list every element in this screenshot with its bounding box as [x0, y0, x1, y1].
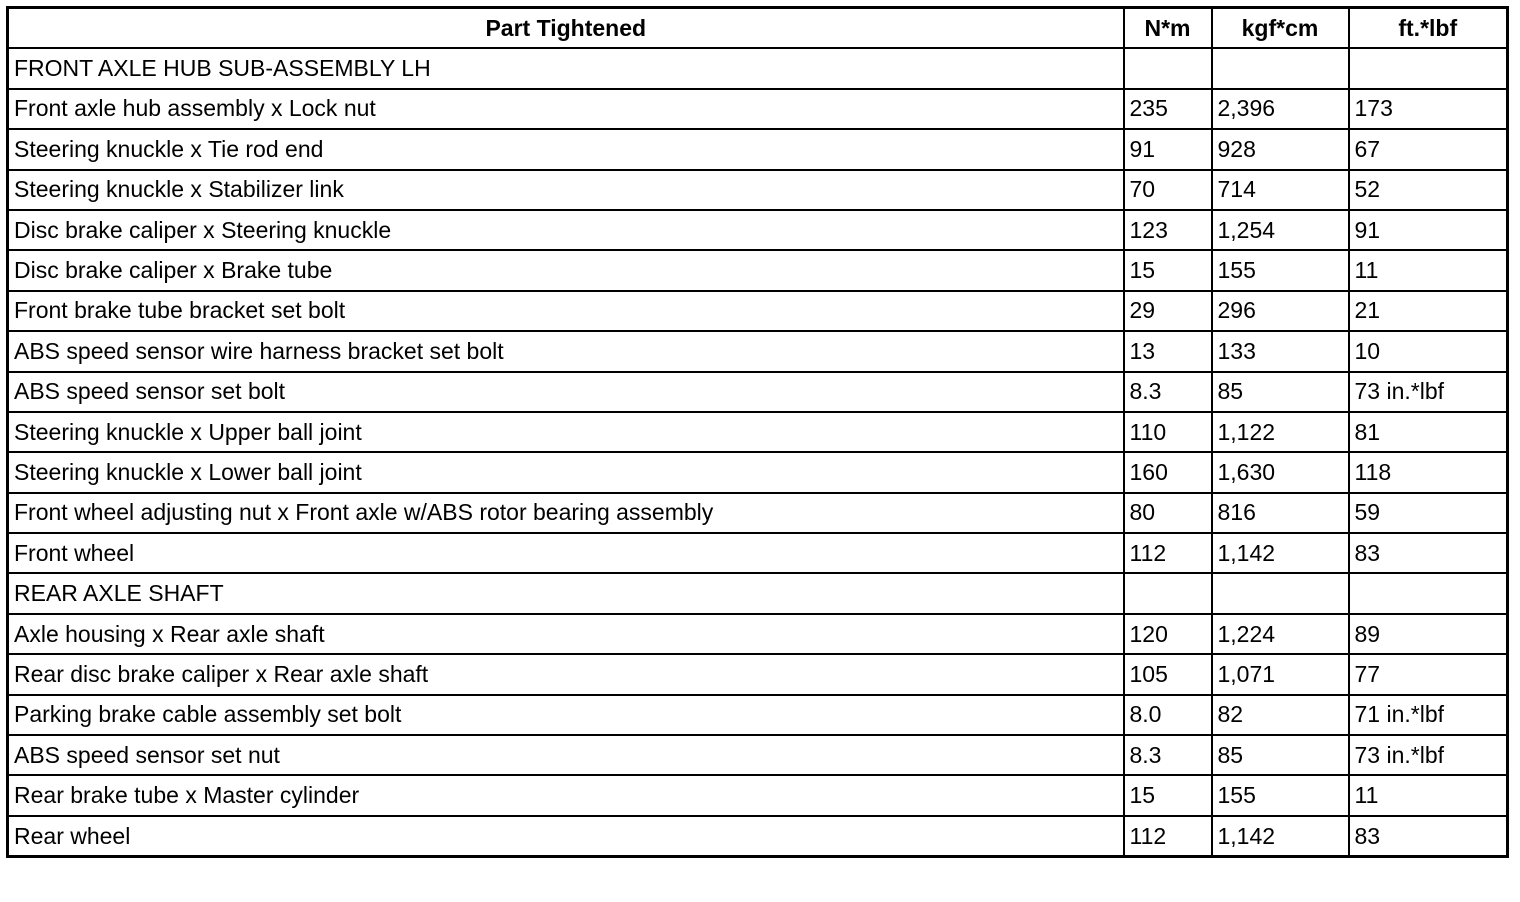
part-cell: Steering knuckle x Tie rod end [8, 129, 1124, 169]
kgf-cm-cell: 2,396 [1212, 89, 1349, 129]
table-row [8, 129, 1508, 169]
ft-lbf-cell: 173 [1349, 89, 1508, 129]
table-row [8, 735, 1508, 775]
kgf-cm-cell [1212, 48, 1349, 88]
ft-lbf-cell: 83 [1349, 816, 1508, 857]
part-cell: Rear disc brake caliper x Rear axle shaft [8, 654, 1124, 694]
kgf-cm-cell: 1,224 [1212, 614, 1349, 654]
part-cell: ABS speed sensor set nut [8, 735, 1124, 775]
table-row [8, 372, 1508, 412]
part-cell: Steering knuckle x Upper ball joint [8, 412, 1124, 452]
torque-spec-table [6, 6, 1509, 858]
header-ft-lbf: ft.*lbf [1349, 8, 1508, 49]
table-row [8, 452, 1508, 492]
ft-lbf-cell: 73 in.*lbf [1349, 735, 1508, 775]
nm-cell: 8.0 [1124, 695, 1212, 735]
nm-cell: 123 [1124, 210, 1212, 250]
part-cell: ABS speed sensor set bolt [8, 372, 1124, 412]
kgf-cm-cell: 714 [1212, 170, 1349, 210]
part-cell: REAR AXLE SHAFT [8, 573, 1124, 613]
part-cell: ABS speed sensor wire harness bracket set bolt [8, 331, 1124, 371]
ft-lbf-cell [1349, 573, 1508, 613]
table-row [8, 89, 1508, 129]
table-row [8, 775, 1508, 815]
nm-cell: 15 [1124, 250, 1212, 290]
part-cell: Disc brake caliper x Brake tube [8, 250, 1124, 290]
nm-cell: 112 [1124, 816, 1212, 857]
part-cell: Front axle hub assembly x Lock nut [8, 89, 1124, 129]
ft-lbf-cell: 71 in.*lbf [1349, 695, 1508, 735]
table-row [8, 412, 1508, 452]
kgf-cm-cell: 133 [1212, 331, 1349, 371]
ft-lbf-cell: 83 [1349, 533, 1508, 573]
nm-cell: 110 [1124, 412, 1212, 452]
part-cell: Parking brake cable assembly set bolt [8, 695, 1124, 735]
ft-lbf-cell: 91 [1349, 210, 1508, 250]
table-row [8, 816, 1508, 857]
section-header-row [8, 573, 1508, 613]
kgf-cm-cell: 296 [1212, 291, 1349, 331]
kgf-cm-cell: 1,142 [1212, 533, 1349, 573]
table-row [8, 533, 1508, 573]
kgf-cm-cell: 85 [1212, 372, 1349, 412]
nm-cell: 235 [1124, 89, 1212, 129]
ft-lbf-cell: 118 [1349, 452, 1508, 492]
table-row [8, 291, 1508, 331]
ft-lbf-cell: 10 [1349, 331, 1508, 371]
ft-lbf-cell [1349, 48, 1508, 88]
nm-cell: 80 [1124, 493, 1212, 533]
ft-lbf-cell: 67 [1349, 129, 1508, 169]
table-body [8, 48, 1508, 856]
nm-cell: 70 [1124, 170, 1212, 210]
kgf-cm-cell: 1,142 [1212, 816, 1349, 857]
section-header-row [8, 48, 1508, 88]
nm-cell [1124, 48, 1212, 88]
part-cell: FRONT AXLE HUB SUB-ASSEMBLY LH [8, 48, 1124, 88]
part-cell: Steering knuckle x Lower ball joint [8, 452, 1124, 492]
kgf-cm-cell: 1,630 [1212, 452, 1349, 492]
kgf-cm-cell: 155 [1212, 250, 1349, 290]
kgf-cm-cell: 928 [1212, 129, 1349, 169]
nm-cell: 8.3 [1124, 735, 1212, 775]
table-row [8, 654, 1508, 694]
table-row [8, 331, 1508, 371]
header-part-tightened: Part Tightened [8, 8, 1124, 49]
kgf-cm-cell [1212, 573, 1349, 613]
kgf-cm-cell: 82 [1212, 695, 1349, 735]
nm-cell: 8.3 [1124, 372, 1212, 412]
part-cell: Rear wheel [8, 816, 1124, 857]
part-cell: Disc brake caliper x Steering knuckle [8, 210, 1124, 250]
part-cell: Rear brake tube x Master cylinder [8, 775, 1124, 815]
ft-lbf-cell: 73 in.*lbf [1349, 372, 1508, 412]
header-nm: N*m [1124, 8, 1212, 49]
nm-cell: 160 [1124, 452, 1212, 492]
nm-cell: 91 [1124, 129, 1212, 169]
nm-cell: 29 [1124, 291, 1212, 331]
nm-cell: 120 [1124, 614, 1212, 654]
nm-cell: 105 [1124, 654, 1212, 694]
part-cell: Front brake tube bracket set bolt [8, 291, 1124, 331]
header-kgf-cm: kgf*cm [1212, 8, 1349, 49]
kgf-cm-cell: 155 [1212, 775, 1349, 815]
nm-cell: 112 [1124, 533, 1212, 573]
kgf-cm-cell: 85 [1212, 735, 1349, 775]
kgf-cm-cell: 1,122 [1212, 412, 1349, 452]
part-cell: Steering knuckle x Stabilizer link [8, 170, 1124, 210]
kgf-cm-cell: 1,071 [1212, 654, 1349, 694]
ft-lbf-cell: 11 [1349, 775, 1508, 815]
table-row [8, 210, 1508, 250]
ft-lbf-cell: 21 [1349, 291, 1508, 331]
nm-cell: 15 [1124, 775, 1212, 815]
part-cell: Front wheel adjusting nut x Front axle w/ABS rotor bearing assembly [8, 493, 1124, 533]
table-row [8, 614, 1508, 654]
nm-cell [1124, 573, 1212, 613]
ft-lbf-cell: 11 [1349, 250, 1508, 290]
kgf-cm-cell: 1,254 [1212, 210, 1349, 250]
ft-lbf-cell: 81 [1349, 412, 1508, 452]
ft-lbf-cell: 52 [1349, 170, 1508, 210]
table-row [8, 250, 1508, 290]
part-cell: Axle housing x Rear axle shaft [8, 614, 1124, 654]
nm-cell: 13 [1124, 331, 1212, 371]
ft-lbf-cell: 89 [1349, 614, 1508, 654]
kgf-cm-cell: 816 [1212, 493, 1349, 533]
part-cell: Front wheel [8, 533, 1124, 573]
table-row [8, 493, 1508, 533]
ft-lbf-cell: 59 [1349, 493, 1508, 533]
table-row [8, 695, 1508, 735]
ft-lbf-cell: 77 [1349, 654, 1508, 694]
header-row [8, 8, 1508, 49]
table-row [8, 170, 1508, 210]
